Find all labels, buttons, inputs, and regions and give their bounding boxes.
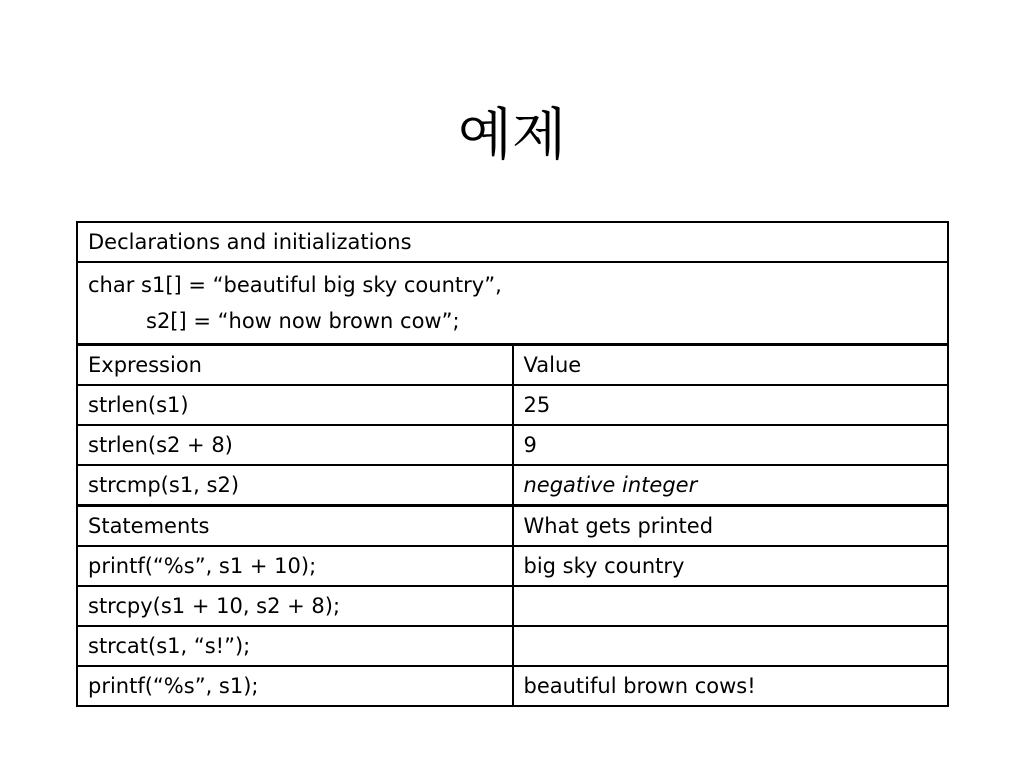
printed-cell	[513, 626, 949, 666]
table-row	[77, 385, 948, 425]
string-functions-table	[76, 221, 949, 707]
printed-cell: beautiful brown cows!	[513, 666, 949, 706]
declarations-row	[77, 262, 948, 345]
expression-cell: strlen(s1)	[77, 385, 513, 425]
declarations-header: Declarations and initializations	[77, 222, 948, 262]
value-cell: 9	[513, 425, 949, 465]
table-row	[77, 425, 948, 465]
table-row	[77, 626, 948, 666]
declaration-line-2: s2[] = “how now brown cow”;	[146, 309, 460, 333]
declaration-line-1: char s1[] = “beautiful big sky country”,	[88, 273, 502, 297]
expression-header: Expression	[77, 345, 513, 386]
table-row	[77, 586, 948, 626]
statements-header: Statements	[77, 506, 513, 547]
statement-header-row	[77, 506, 948, 547]
printed-cell	[513, 586, 949, 626]
printed-cell: big sky country	[513, 546, 949, 586]
statement-cell: strcat(s1, “s!”);	[77, 626, 513, 666]
statement-cell: printf(“%s”, s1);	[77, 666, 513, 706]
value-cell: negative integer	[513, 465, 949, 506]
expression-cell: strlen(s2 + 8)	[77, 425, 513, 465]
table-row	[77, 546, 948, 586]
expression-header-row	[77, 345, 948, 386]
printed-header: What gets printed	[513, 506, 949, 547]
value-cell: 25	[513, 385, 949, 425]
table-row	[77, 666, 948, 706]
slide-title: 예제	[457, 103, 567, 168]
declarations-header-row	[77, 222, 948, 262]
statement-cell: strcpy(s1 + 10, s2 + 8);	[77, 586, 513, 626]
declarations-cell	[77, 262, 948, 345]
statement-cell: printf(“%s”, s1 + 10);	[77, 546, 513, 586]
value-header: Value	[513, 345, 949, 386]
table-row	[77, 465, 948, 506]
expression-cell: strcmp(s1, s2)	[77, 465, 513, 506]
